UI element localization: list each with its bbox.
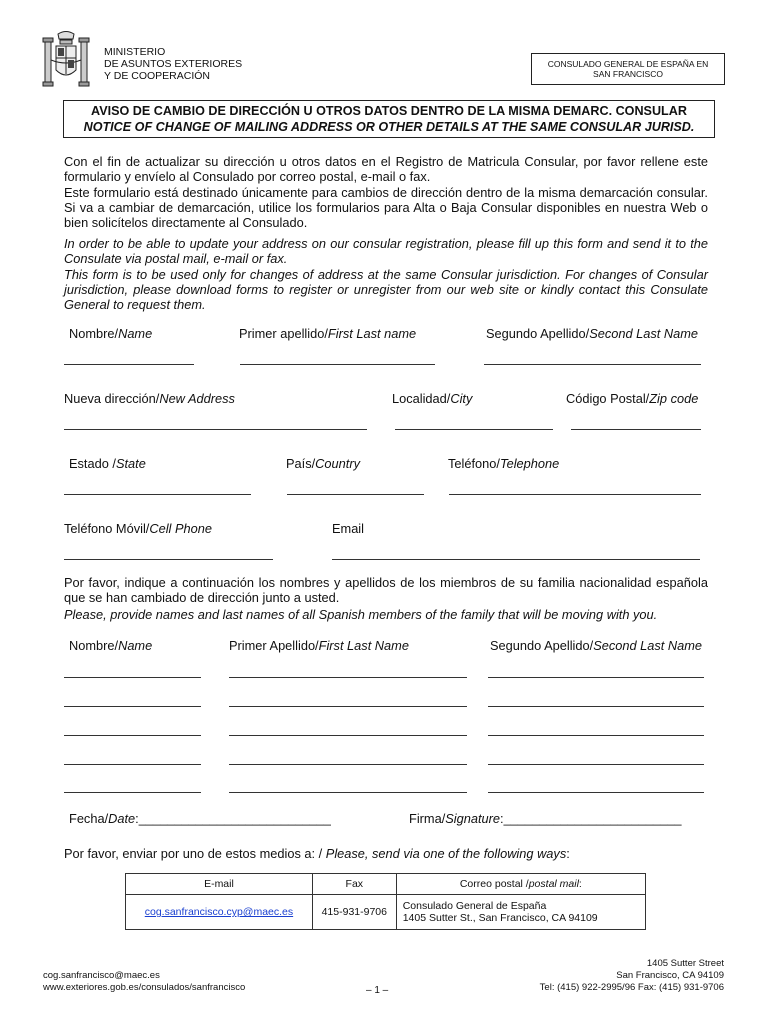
consulate-line: SAN FRANCISCO: [593, 69, 663, 79]
state-label: Estado /State: [69, 456, 146, 471]
table-header-row: [126, 874, 646, 895]
intro-paragraph-2-en: This form is to be used only for changes of address at the same Consular jurisdiction. For changes of Consular jurisdiction, please download forms to register or unregister from our web site or kindly contact this Consulate General to request them.: [64, 267, 708, 312]
signature-field[interactable]: Firma/Signature:_________________________: [409, 811, 682, 826]
country-field[interactable]: [287, 494, 424, 495]
family-name-field[interactable]: [64, 764, 201, 765]
cell-phone-field[interactable]: [64, 559, 273, 560]
fax-cell: 415-931-9706: [312, 895, 396, 930]
table-header-fax: Fax: [312, 874, 396, 895]
intro-paragraph-1-en: In order to be able to update your address on our consular registration, please fill up this form and send it to the Consulate via postal mail, e-mail or fax.: [64, 236, 708, 266]
table-header-postal: Correo postal /postal mail:: [396, 874, 645, 895]
new-address-field[interactable]: [64, 429, 367, 430]
zip-code-field[interactable]: [571, 429, 701, 430]
family-second-last-field[interactable]: [488, 677, 704, 678]
footer-email: cog.sanfrancisco@maec.es: [43, 970, 160, 981]
postal-line: Consulado General de España: [402, 900, 547, 912]
footer-street: 1405 Sutter Street: [646, 958, 724, 969]
family-first-last-name-label: Primer Apellido/First Last Name: [229, 638, 409, 653]
family-second-last-name-label: Segundo Apellido/Second Last Name: [490, 638, 703, 653]
email-link[interactable]: cog.sanfrancisco.cyp@maec.es: [144, 906, 294, 918]
form-title-es: AVISO DE CAMBIO DE DIRECCIÓN U OTROS DATOS DENTRO DE LA MISMA DEMARC. CONSULAR: [91, 104, 687, 118]
ministry-name: [104, 46, 242, 82]
form-title-en: NOTICE OF CHANGE OF MAILING ADDRESS OR OTHER DETAILS AT THE SAME CONSULAR JURISD.: [83, 120, 695, 134]
state-field[interactable]: [64, 494, 251, 495]
family-first-last-field[interactable]: [229, 735, 467, 736]
ministry-line: Y DE COOPERACIÓN: [104, 70, 210, 82]
first-last-name-label: Primer apellido/First Last name: [239, 326, 417, 341]
footer-city: San Francisco, CA 94109: [616, 970, 724, 981]
family-second-last-field[interactable]: [488, 735, 704, 736]
second-last-name-field[interactable]: [484, 364, 701, 365]
family-name-field[interactable]: [64, 735, 201, 736]
telephone-field[interactable]: [449, 494, 701, 495]
footer-contact: [43, 970, 245, 994]
nombre-label: Nombre/Name: [69, 326, 153, 341]
new-address-label: Nueva dirección/New Address: [64, 391, 235, 406]
country-label: País/Country: [286, 456, 360, 471]
ministry-line: MINISTERIO: [104, 46, 166, 58]
family-second-last-field[interactable]: [488, 792, 704, 793]
table-row: [126, 895, 646, 930]
family-name-field[interactable]: [64, 677, 201, 678]
family-name-field[interactable]: [64, 792, 201, 793]
ministry-line: DE ASUNTOS EXTERIORES: [104, 58, 243, 70]
family-instructions-es: Por favor, indique a continuación los nombres y apellidos de los miembros de su familia nacionalidad española que se han cambiado de dirección junto a usted.: [64, 575, 708, 605]
consulate-line: CONSULADO GENERAL DE ESPAÑA EN: [547, 59, 709, 69]
footer-phone-fax: Tel: (415) 922-2995/96 Fax: (415) 931-9706: [539, 982, 724, 993]
intro-paragraph-1-es: Con el fin de actualizar su dirección u otros datos en el Registro de Matricula Consular, por favor rellene este formulario y envíelo al Consulado por correo postal, e-mail o fax.: [64, 154, 708, 184]
zip-code-label: Código Postal/Zip code: [566, 391, 699, 406]
intro-paragraph-2-es: Este formulario está destinado únicamente para cambios de dirección dentro de la misma demarcación consular. Si va a cambiar de demarcación, utilice los formularios para Alta o Baja Consular disponibles en nuestra Web o bien solicítelos directamente al Consulado.: [64, 185, 708, 230]
city-label: Localidad/City: [392, 391, 473, 406]
cell-phone-label: Teléfono Móvil/Cell Phone: [64, 521, 212, 536]
postal-cell: [396, 895, 645, 930]
consulate-box: [531, 53, 725, 85]
family-name-field[interactable]: [64, 706, 201, 707]
telephone-label: Teléfono/Telephone: [448, 456, 560, 471]
email-label: Email: [332, 521, 364, 536]
contact-table: [125, 873, 646, 930]
email-field[interactable]: [332, 559, 700, 560]
postal-line: 1405 Sutter St., San Francisco, CA 94109: [402, 912, 598, 924]
table-header-email: E-mail: [126, 874, 313, 895]
email-cell: [126, 895, 313, 930]
send-instructions: Por favor, enviar por uno de estos medios a: / Please, send via one of the following ways:: [64, 846, 570, 861]
second-last-name-label: Segundo Apellido/Second Last Name: [486, 326, 699, 341]
family-instructions-en: Please, provide names and last names of all Spanish members of the family that will be moving with you.: [64, 607, 658, 622]
family-first-last-field[interactable]: [229, 677, 467, 678]
form-title: [63, 100, 715, 138]
nombre-field[interactable]: [64, 364, 194, 365]
first-last-name-field[interactable]: [240, 364, 435, 365]
city-field[interactable]: [395, 429, 553, 430]
footer-website: www.exteriores.gob.es/consulados/sanfrancisco: [43, 982, 246, 993]
family-first-last-field[interactable]: [229, 764, 467, 765]
coat-of-arms-icon: [40, 30, 92, 90]
family-second-last-field[interactable]: [488, 706, 704, 707]
family-first-last-field[interactable]: [229, 792, 467, 793]
footer-address: [490, 958, 724, 994]
family-second-last-field[interactable]: [488, 764, 704, 765]
page-number: – 1 –: [366, 985, 389, 996]
date-field[interactable]: Fecha/Date:___________________________: [69, 811, 331, 826]
family-nombre-label: Nombre/Name: [69, 638, 153, 653]
family-first-last-field[interactable]: [229, 706, 467, 707]
